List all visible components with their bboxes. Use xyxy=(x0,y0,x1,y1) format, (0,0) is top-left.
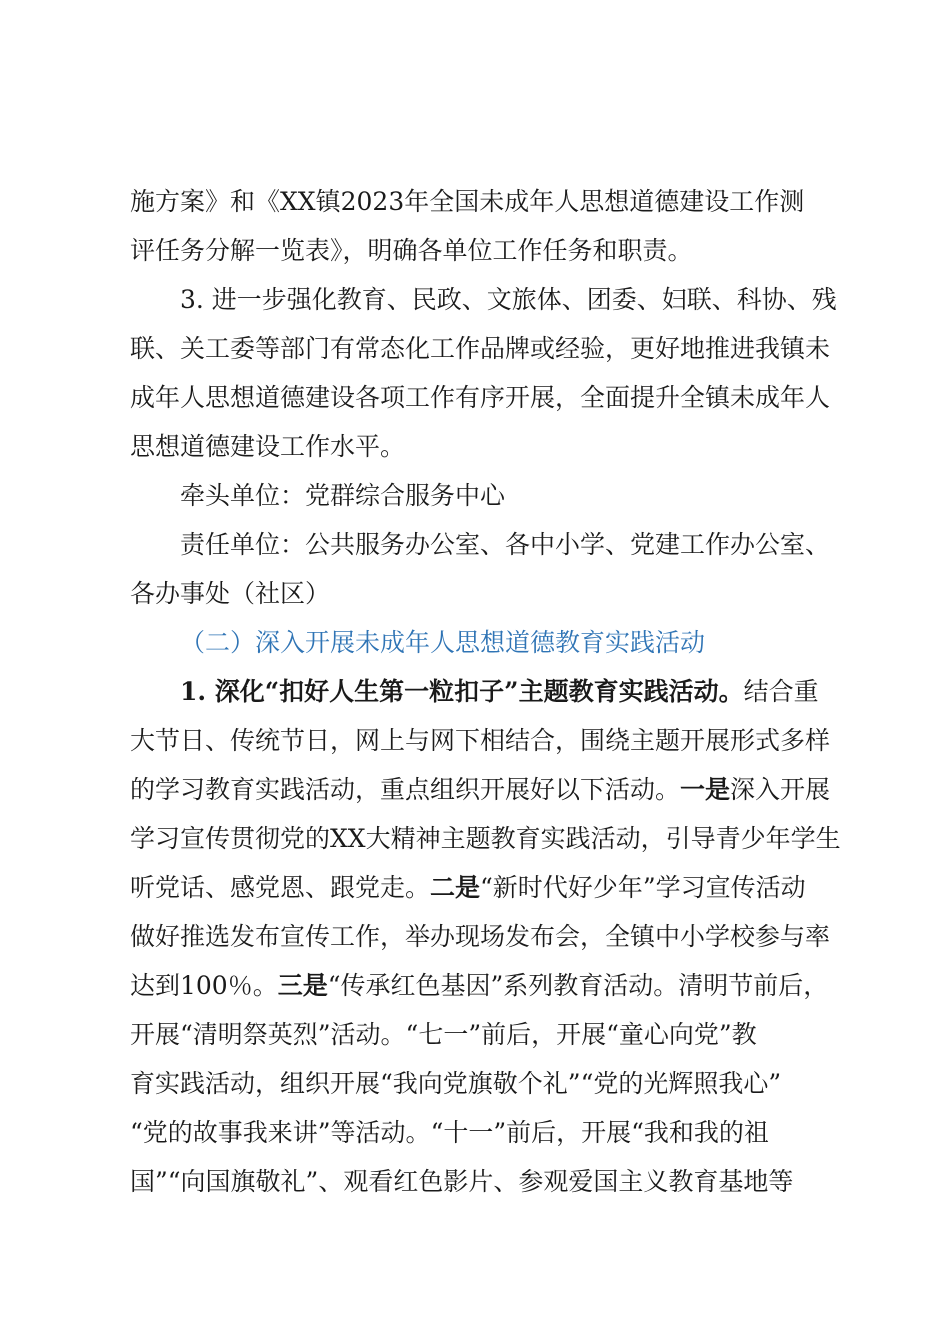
para-line: 育实践活动，组织开展“我向党旗敬个礼”“党的光辉照我心” xyxy=(130,1069,782,1098)
bold-marker: 二是 xyxy=(430,873,481,902)
text-line: 联、关工委等部门有常态化工作品牌或经验，更好地推进我镇未 xyxy=(130,334,831,363)
section-heading: （二）深入开展未成年人思想道德教育实践活动 xyxy=(180,628,706,657)
para-line: 做好推选发布宣传工作，举办现场发布会，全镇中小学校参与率 xyxy=(130,922,831,951)
para-line xyxy=(180,675,850,709)
para-line: 开展“清明祭英烈”活动。“七一”前后，开展“童心向党”教 xyxy=(130,1020,757,1049)
text-run: 深入开展 xyxy=(730,775,831,804)
bold-lead: 1. 深化“扣好人生第一粒扣子”主题教育实践活动。 xyxy=(180,677,744,706)
text-run: 听党话、感党恩、跟党走。 xyxy=(130,873,431,902)
para-line: “党的故事我来讲”等活动。“十一”前后，开展“我和我的祖 xyxy=(130,1118,769,1147)
text-line: 施方案》和《XX镇2023年全国未成年人思想道德建设工作测 xyxy=(130,187,805,216)
para-line: 学习宣传贯彻党的XX大精神主题教育实践活动，引导青少年学生 xyxy=(130,824,841,853)
para-line xyxy=(130,871,850,905)
para-line xyxy=(130,969,850,1003)
bold-marker: 三是 xyxy=(277,971,328,1000)
text-line: 思想道德建设工作水平。 xyxy=(130,432,406,461)
para-line: 大节日、传统节日，网上与网下相结合，围绕主题开展形式多样 xyxy=(130,726,831,755)
para-line: 国”“向国旗敬礼”、观看红色影片、参观爱国主义教育基地等 xyxy=(130,1167,794,1196)
responsible-unit-line: 责任单位：公共服务办公室、各中小学、党建工作办公室、 xyxy=(180,530,831,559)
text-run: 结合重 xyxy=(743,677,819,706)
text-line: 各办事处（社区） xyxy=(130,579,331,608)
text-line: 3. 进一步强化教育、民政、文旅体、团委、妇联、科协、残 xyxy=(180,285,837,314)
para-line xyxy=(130,773,850,807)
text-run: 达到100％。 xyxy=(130,971,278,1000)
text-run: 的学习教育实践活动，重点组织开展好以下活动。 xyxy=(130,775,681,804)
text-run: “传承红色基因”系列教育活动。清明节前后， xyxy=(327,971,829,1000)
bold-marker: 一是 xyxy=(680,775,731,804)
text-run: “新时代好少年”学习宣传活动 xyxy=(480,873,806,902)
text-line: 评任务分解一览表》，明确各单位工作任务和职责。 xyxy=(130,236,693,265)
lead-unit-line: 牵头单位：党群综合服务中心 xyxy=(180,481,506,510)
text-line: 成年人思想道德建设各项工作有序开展，全面提升全镇未成年人 xyxy=(130,383,831,412)
